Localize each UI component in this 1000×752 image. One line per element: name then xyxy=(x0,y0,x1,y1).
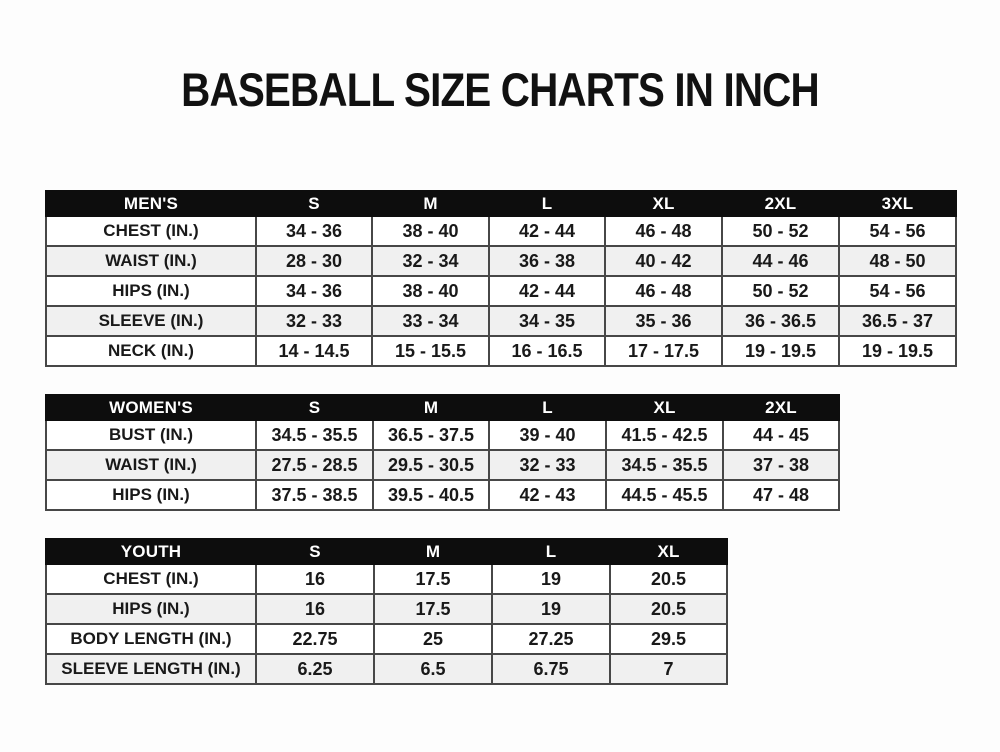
youth-size-table xyxy=(45,538,728,685)
size-value-cell: 19 xyxy=(492,594,610,624)
size-value-cell: 19 xyxy=(492,564,610,594)
size-value-cell: 17.5 xyxy=(374,564,492,594)
size-value-cell: 32 - 33 xyxy=(489,450,606,480)
size-value-cell: 6.75 xyxy=(492,654,610,684)
size-value-cell: 27.5 - 28.5 xyxy=(256,450,373,480)
table-row xyxy=(46,654,727,684)
size-header-cell: L xyxy=(489,191,605,216)
size-header-cell: S xyxy=(256,395,373,420)
measurement-label-cell: CHEST (IN.) xyxy=(46,564,256,594)
table-row xyxy=(46,216,956,246)
size-header-cell: XL xyxy=(605,191,722,216)
size-value-cell: 20.5 xyxy=(610,594,727,624)
size-value-cell: 36.5 - 37 xyxy=(839,306,956,336)
size-value-cell: 6.5 xyxy=(374,654,492,684)
size-value-cell: 46 - 48 xyxy=(605,276,722,306)
size-header-cell: L xyxy=(489,395,606,420)
group-header-cell: WOMEN'S xyxy=(46,395,256,420)
size-value-cell: 47 - 48 xyxy=(723,480,839,510)
size-value-cell: 16 xyxy=(256,594,374,624)
size-value-cell: 38 - 40 xyxy=(372,216,489,246)
measurement-label-cell: NECK (IN.) xyxy=(46,336,256,366)
size-value-cell: 28 - 30 xyxy=(256,246,372,276)
size-value-cell: 16 xyxy=(256,564,374,594)
size-value-cell: 35 - 36 xyxy=(605,306,722,336)
size-value-cell: 34.5 - 35.5 xyxy=(256,420,373,450)
measurement-label-cell: BODY LENGTH (IN.) xyxy=(46,624,256,654)
measurement-label-cell: HIPS (IN.) xyxy=(46,480,256,510)
size-value-cell: 50 - 52 xyxy=(722,276,839,306)
size-value-cell: 29.5 - 30.5 xyxy=(373,450,489,480)
size-header-cell: 2XL xyxy=(723,395,839,420)
tables-container xyxy=(45,190,957,712)
size-value-cell: 36.5 - 37.5 xyxy=(373,420,489,450)
womens-size-table xyxy=(45,394,840,511)
size-value-cell: 14 - 14.5 xyxy=(256,336,372,366)
size-value-cell: 50 - 52 xyxy=(722,216,839,246)
size-header-cell: M xyxy=(373,395,489,420)
size-value-cell: 17 - 17.5 xyxy=(605,336,722,366)
size-value-cell: 25 xyxy=(374,624,492,654)
size-value-cell: 34.5 - 35.5 xyxy=(606,450,723,480)
size-value-cell: 46 - 48 xyxy=(605,216,722,246)
size-value-cell: 32 - 34 xyxy=(372,246,489,276)
size-value-cell: 41.5 - 42.5 xyxy=(606,420,723,450)
size-value-cell: 44 - 46 xyxy=(722,246,839,276)
size-value-cell: 20.5 xyxy=(610,564,727,594)
table-row xyxy=(46,246,956,276)
size-header-cell: L xyxy=(492,539,610,564)
size-value-cell: 34 - 36 xyxy=(256,276,372,306)
size-header-cell: S xyxy=(256,539,374,564)
size-value-cell: 42 - 44 xyxy=(489,216,605,246)
table-row xyxy=(46,480,839,510)
group-header-cell: MEN'S xyxy=(46,191,256,216)
size-header-cell: M xyxy=(372,191,489,216)
size-value-cell: 37 - 38 xyxy=(723,450,839,480)
table-row xyxy=(46,564,727,594)
size-value-cell: 22.75 xyxy=(256,624,374,654)
measurement-label-cell: BUST (IN.) xyxy=(46,420,256,450)
size-value-cell: 44 - 45 xyxy=(723,420,839,450)
size-value-cell: 42 - 44 xyxy=(489,276,605,306)
measurement-label-cell: SLEEVE (IN.) xyxy=(46,306,256,336)
size-value-cell: 40 - 42 xyxy=(605,246,722,276)
size-header-cell: S xyxy=(256,191,372,216)
table-row xyxy=(46,420,839,450)
measurement-label-cell: HIPS (IN.) xyxy=(46,594,256,624)
size-header-cell: XL xyxy=(606,395,723,420)
table-row xyxy=(46,306,956,336)
table-row xyxy=(46,276,956,306)
group-header-cell: YOUTH xyxy=(46,539,256,564)
size-header-cell: M xyxy=(374,539,492,564)
mens-size-table xyxy=(45,190,957,367)
size-value-cell: 39.5 - 40.5 xyxy=(373,480,489,510)
measurement-label-cell: SLEEVE LENGTH (IN.) xyxy=(46,654,256,684)
size-value-cell: 39 - 40 xyxy=(489,420,606,450)
size-value-cell: 7 xyxy=(610,654,727,684)
header-row xyxy=(46,539,727,564)
size-value-cell: 29.5 xyxy=(610,624,727,654)
table-row xyxy=(46,624,727,654)
page-title: BASEBALL SIZE CHARTS IN INCH xyxy=(181,63,819,116)
size-value-cell: 37.5 - 38.5 xyxy=(256,480,373,510)
measurement-label-cell: WAIST (IN.) xyxy=(46,450,256,480)
size-value-cell: 34 - 35 xyxy=(489,306,605,336)
size-value-cell: 36 - 38 xyxy=(489,246,605,276)
size-value-cell: 48 - 50 xyxy=(839,246,956,276)
size-value-cell: 36 - 36.5 xyxy=(722,306,839,336)
size-value-cell: 19 - 19.5 xyxy=(722,336,839,366)
size-value-cell: 27.25 xyxy=(492,624,610,654)
size-header-cell: 3XL xyxy=(839,191,956,216)
size-value-cell: 34 - 36 xyxy=(256,216,372,246)
size-value-cell: 17.5 xyxy=(374,594,492,624)
table-row xyxy=(46,594,727,624)
size-value-cell: 32 - 33 xyxy=(256,306,372,336)
size-value-cell: 54 - 56 xyxy=(839,276,956,306)
table-row xyxy=(46,336,956,366)
size-value-cell: 33 - 34 xyxy=(372,306,489,336)
size-value-cell: 42 - 43 xyxy=(489,480,606,510)
size-value-cell: 16 - 16.5 xyxy=(489,336,605,366)
size-value-cell: 54 - 56 xyxy=(839,216,956,246)
table-row xyxy=(46,450,839,480)
size-header-cell: 2XL xyxy=(722,191,839,216)
size-value-cell: 44.5 - 45.5 xyxy=(606,480,723,510)
header-row xyxy=(46,395,839,420)
header-row xyxy=(46,191,956,216)
size-value-cell: 15 - 15.5 xyxy=(372,336,489,366)
measurement-label-cell: CHEST (IN.) xyxy=(46,216,256,246)
size-value-cell: 38 - 40 xyxy=(372,276,489,306)
size-value-cell: 19 - 19.5 xyxy=(839,336,956,366)
size-header-cell: XL xyxy=(610,539,727,564)
size-value-cell: 6.25 xyxy=(256,654,374,684)
measurement-label-cell: HIPS (IN.) xyxy=(46,276,256,306)
measurement-label-cell: WAIST (IN.) xyxy=(46,246,256,276)
